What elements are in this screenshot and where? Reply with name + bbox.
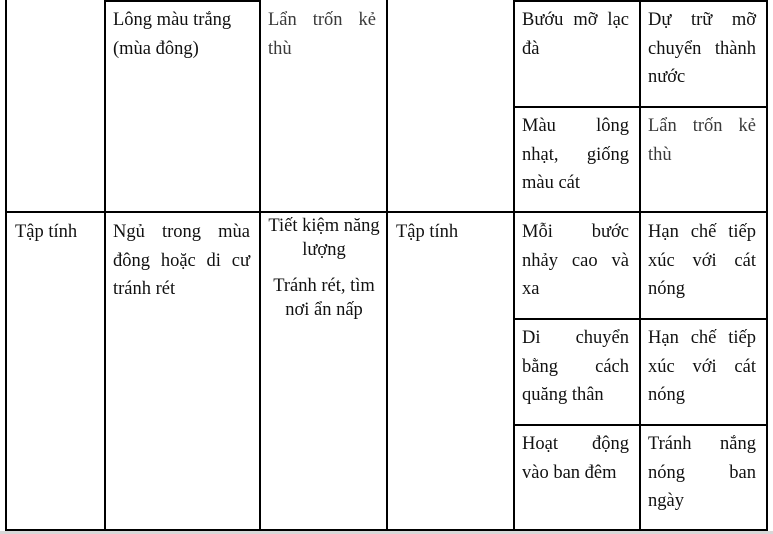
table-border-col-5 xyxy=(639,0,641,531)
right-row2-item3-structure: Hoạt động vào ban đêm xyxy=(522,434,629,483)
right-row2-feature: Tập tính xyxy=(396,222,459,242)
table-border-right-sub-2 xyxy=(513,318,768,320)
table-border-row-divider xyxy=(5,211,768,213)
left-row1-function: Lẩn trốn kẻ thù xyxy=(268,10,376,59)
right-row1-item2-function: Lẩn trốn kẻ thù xyxy=(648,116,756,165)
table-border-col-3 xyxy=(386,0,388,531)
right-row2-item3-function: Tránh nắng nóng ban ngày xyxy=(648,434,756,511)
left-row2-structure: Ngủ trong mùa đông hoặc di cư tránh rét xyxy=(113,222,250,299)
table-border-right-sub-1 xyxy=(513,106,768,108)
left-row2-feature: Tập tính xyxy=(15,222,78,242)
table-border-col-2 xyxy=(259,0,261,531)
left-row2-function-b: Tránh rét, tìm nơi ẩn nấp xyxy=(273,276,375,320)
table-border-col-0 xyxy=(5,0,7,531)
right-row1-item1-structure: Bướu mỡ lạc đà xyxy=(522,10,629,59)
left-row2-function-a: Tiết kiệm năng lượng xyxy=(268,216,380,260)
right-row2-item2-structure: Di chuyển bằng cách quăng thân xyxy=(522,328,629,405)
table-border-col-4 xyxy=(513,0,515,531)
right-row2-item1-function: Hạn chế tiếp xúc với cát nóng xyxy=(648,222,756,299)
right-row1-item1-function: Dự trữ mỡ chuyển thành nước xyxy=(648,10,756,87)
right-row1-item2-structure: Màu lông nhạt, giống màu cát xyxy=(522,116,629,193)
table-border-top-partial xyxy=(104,0,261,2)
table-border-right-sub-3 xyxy=(513,424,768,426)
table-border-col-6 xyxy=(766,0,768,531)
table-border-top-partial-right xyxy=(513,0,768,2)
right-row2-item2-function: Hạn chế tiếp xúc với cát nóng xyxy=(648,328,756,405)
table-border-col-1 xyxy=(104,0,106,531)
right-row2-item1-structure: Mỗi bước nhảy cao và xa xyxy=(522,222,629,299)
left-row1-structure: Lông màu trắng (mùa đông) xyxy=(113,10,232,59)
